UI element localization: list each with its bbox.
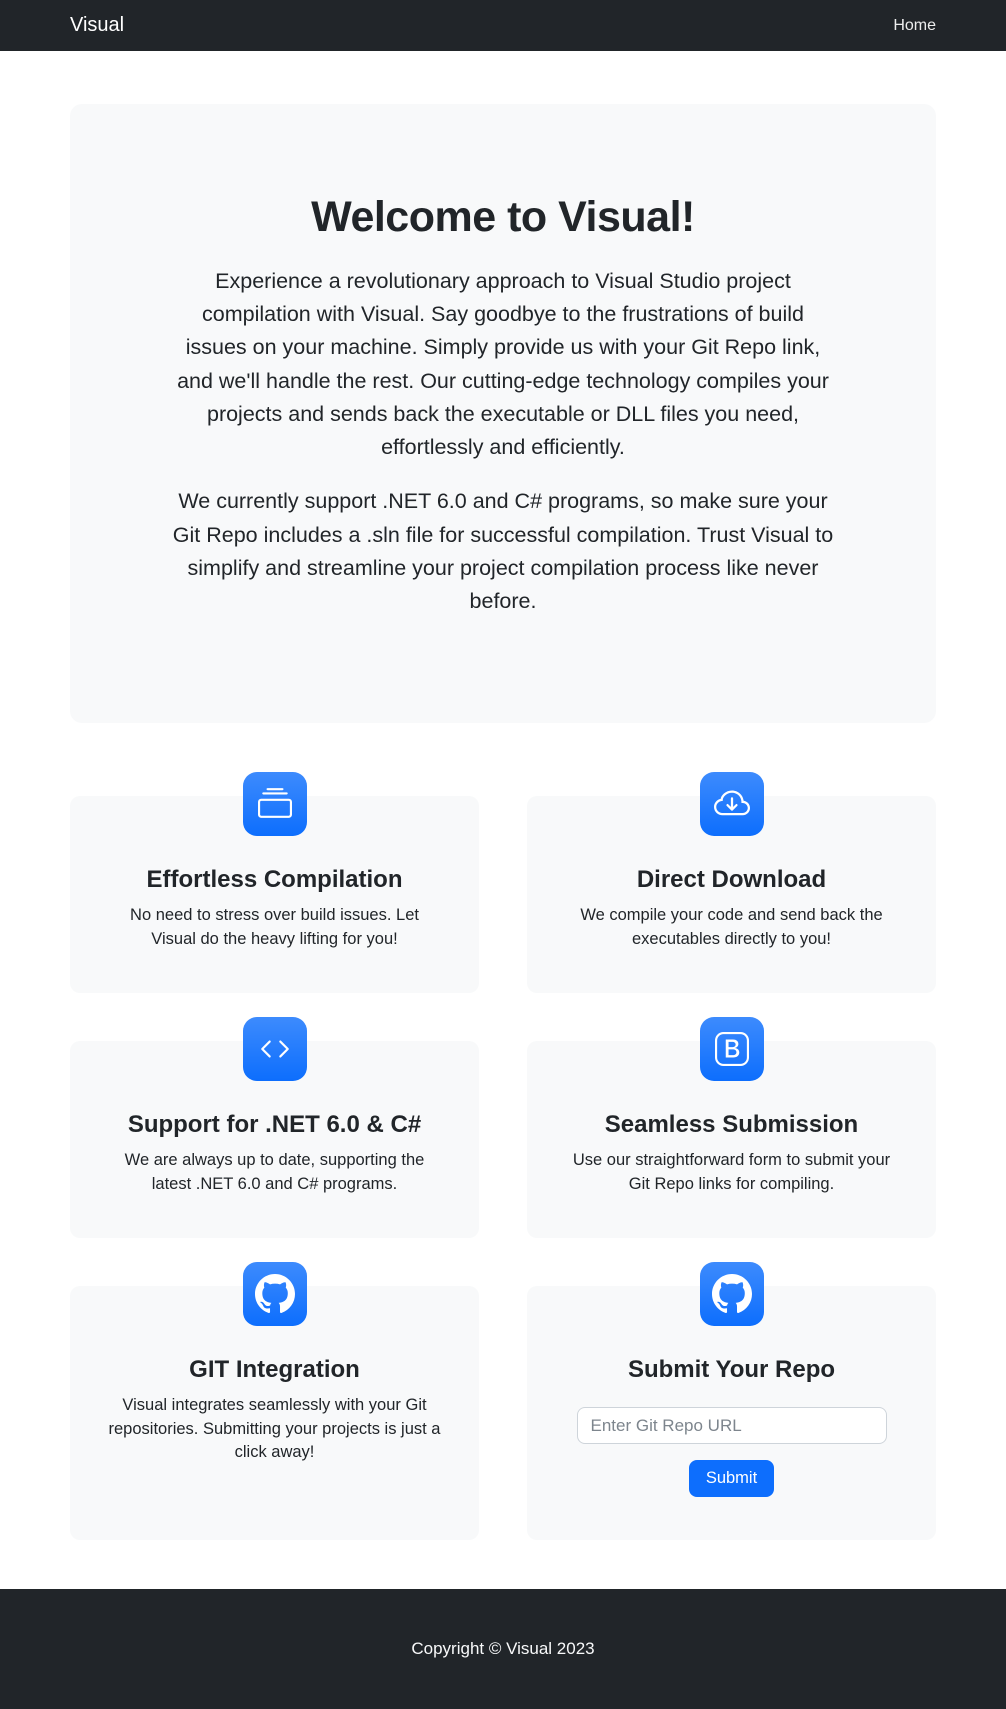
feature-title: Seamless Submission [604,1111,859,1138]
nav-link-home[interactable]: Home [893,16,936,34]
brand-link[interactable]: Visual [70,14,125,36]
hero-section [70,104,936,723]
cloud-download-icon [700,772,764,836]
feature-card-effortless-compilation [70,772,479,993]
submit-card-title: Submit Your Repo [627,1356,836,1383]
hero-paragraph-2: We currently support .NET 6.0 and C# programs, so make sure your Git Repo includes a .sln file for successful compilation. Trust Visual to simplify and streamline your project compilation process like never before. [172,489,834,614]
footer [0,1589,1006,1709]
feature-card-direct-download [527,772,936,993]
feature-card-seamless-submission [527,1017,936,1238]
submit-repo-card [527,1262,936,1540]
git-repo-url-input[interactable] [577,1407,887,1444]
feature-title: Effortless Compilation [146,866,403,893]
github-icon [700,1262,764,1326]
feature-text: No need to stress over build issues. Let Visual do the heavy lifting for you! [130,906,419,948]
feature-card-dotnet-support [70,1017,479,1238]
page-title: Welcome to Visual! [311,193,695,241]
bootstrap-b-icon [700,1017,764,1081]
collection-icon [243,772,307,836]
github-icon [243,1262,307,1326]
copyright-text: Copyright © Visual 2023 [411,1639,595,1658]
feature-text: Visual integrates seamlessly with your Git repositories. Submitting your projects is just a click away! [108,1396,441,1462]
hero-paragraph-1: Experience a revolutionary approach to Visual Studio project compilation with Visual. Say goodbye to the frustrations of build issues on your machine. Simply provide us with your Git Repo link, and we'll handle the rest. Our cutting-edge technology compiles your projects and sends back the executable or DLL files you need, effortlessly and efficiently. [177,268,829,460]
feature-grid [70,772,936,1540]
feature-card-git-integration [70,1262,479,1540]
submit-button[interactable]: Submit [689,1460,774,1497]
feature-text: Use our straightforward form to submit your Git Repo links for compiling. [572,1151,891,1193]
feature-title: Direct Download [636,866,827,893]
feature-text: We are always up to date, supporting the latest .NET 6.0 and C# programs. [124,1151,425,1193]
feature-title: GIT Integration [189,1356,360,1383]
navbar [0,0,1006,51]
feature-text: We compile your code and send back the executables directly to you! [580,906,883,948]
feature-title: Support for .NET 6.0 & C# [127,1111,422,1138]
code-icon [243,1017,307,1081]
